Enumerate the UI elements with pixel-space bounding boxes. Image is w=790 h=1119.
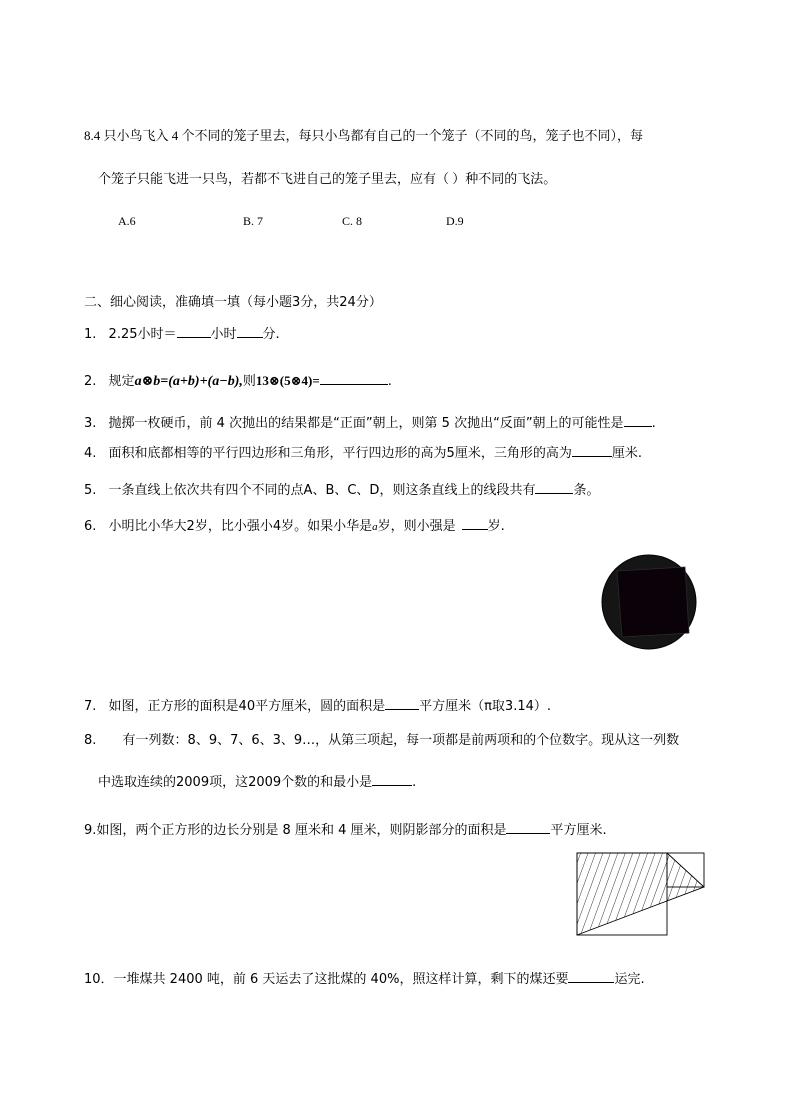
two-squares-figure bbox=[574, 850, 708, 940]
inner-square-shape bbox=[617, 567, 689, 637]
question-6: 6. 小明比小华大2岁，比小强小4岁。如果小华是a岁，则小强是 岁. bbox=[84, 516, 505, 536]
circle-square-figure bbox=[598, 553, 702, 653]
answer-blank-2[interactable] bbox=[320, 371, 388, 385]
answer-blank-7[interactable] bbox=[385, 696, 419, 710]
answer-blank-10[interactable] bbox=[568, 969, 614, 983]
answer-blank-8[interactable] bbox=[372, 772, 412, 786]
answer-blank-3[interactable] bbox=[624, 413, 652, 427]
answer-blank-1a[interactable] bbox=[177, 324, 211, 338]
answer-blank-5[interactable] bbox=[535, 480, 573, 494]
question-10: 10．一堆煤共 2400 吨，前 6 天运去了这批煤的 40%，照这样计算，剩下的煤还要 运完. bbox=[84, 969, 645, 989]
option-d: D.9 bbox=[446, 214, 464, 228]
question-8b-line-1: 8. 有一列数：8、9、7、6、3、9…，从第三项起，每一项都是前两项和的个位数字。现从这一列数 bbox=[84, 733, 680, 748]
question-8-line-2: 个笼子只能飞进一只鸟，若都不飞进自己的笼子里去，应有（ ）种不同的飞法。 bbox=[98, 171, 557, 186]
answer-blank-6[interactable] bbox=[462, 516, 488, 530]
question-2: 2. 规定a⊗b=(a+b)+(a−b),则13⊗(5⊗4)= . bbox=[84, 373, 392, 389]
answer-blank-4[interactable] bbox=[572, 443, 612, 457]
shaded-region bbox=[577, 853, 704, 935]
answer-blank-1b[interactable] bbox=[237, 324, 263, 338]
question-1: 1. 2.25小时＝ 小时 分. bbox=[84, 324, 280, 344]
question-4: 4. 面积和底都相等的平行四边形和三角形，平行四边形的高为5厘米，三角形的高为 厘米. bbox=[84, 443, 642, 463]
option-b: B. 7 bbox=[243, 214, 264, 228]
question-3: 3. 抛掷一枚硬币，前 4 次抛出的结果都是“正面”朝上，则第 5 次抛出“反面”朝上的可能性是 . bbox=[84, 413, 656, 433]
question-5: 5. 一条直线上依次共有四个不同的点A、B、C、D，则这条直线上的线段共有 条。 bbox=[84, 480, 599, 500]
question-9: 9.如图，两个正方形的边长分别是 8 厘米和 4 厘米，则阴影部分的面积是 平方厘米. bbox=[84, 820, 607, 840]
section-heading: 二、细心阅读，准确填一填（每小题3分，共24分） bbox=[84, 295, 382, 310]
question-8-line-1: 8.4 只小鸟飞入 4 个不同的笼子里去，每只小鸟都有自己的一个笼子（不同的鸟，笼子也不同），每 bbox=[84, 128, 644, 143]
question-8b-line-2: 中选取连续的2009项，这2009个数的和最小是 . bbox=[98, 772, 416, 792]
option-a: A.6 bbox=[118, 214, 136, 228]
answer-blank-9[interactable] bbox=[506, 820, 550, 834]
option-c: C. 8 bbox=[342, 214, 363, 228]
question-7: 7. 如图，正方形的面积是40平方厘米，圆的面积是 平方厘米（π取3.14）. bbox=[84, 696, 551, 716]
